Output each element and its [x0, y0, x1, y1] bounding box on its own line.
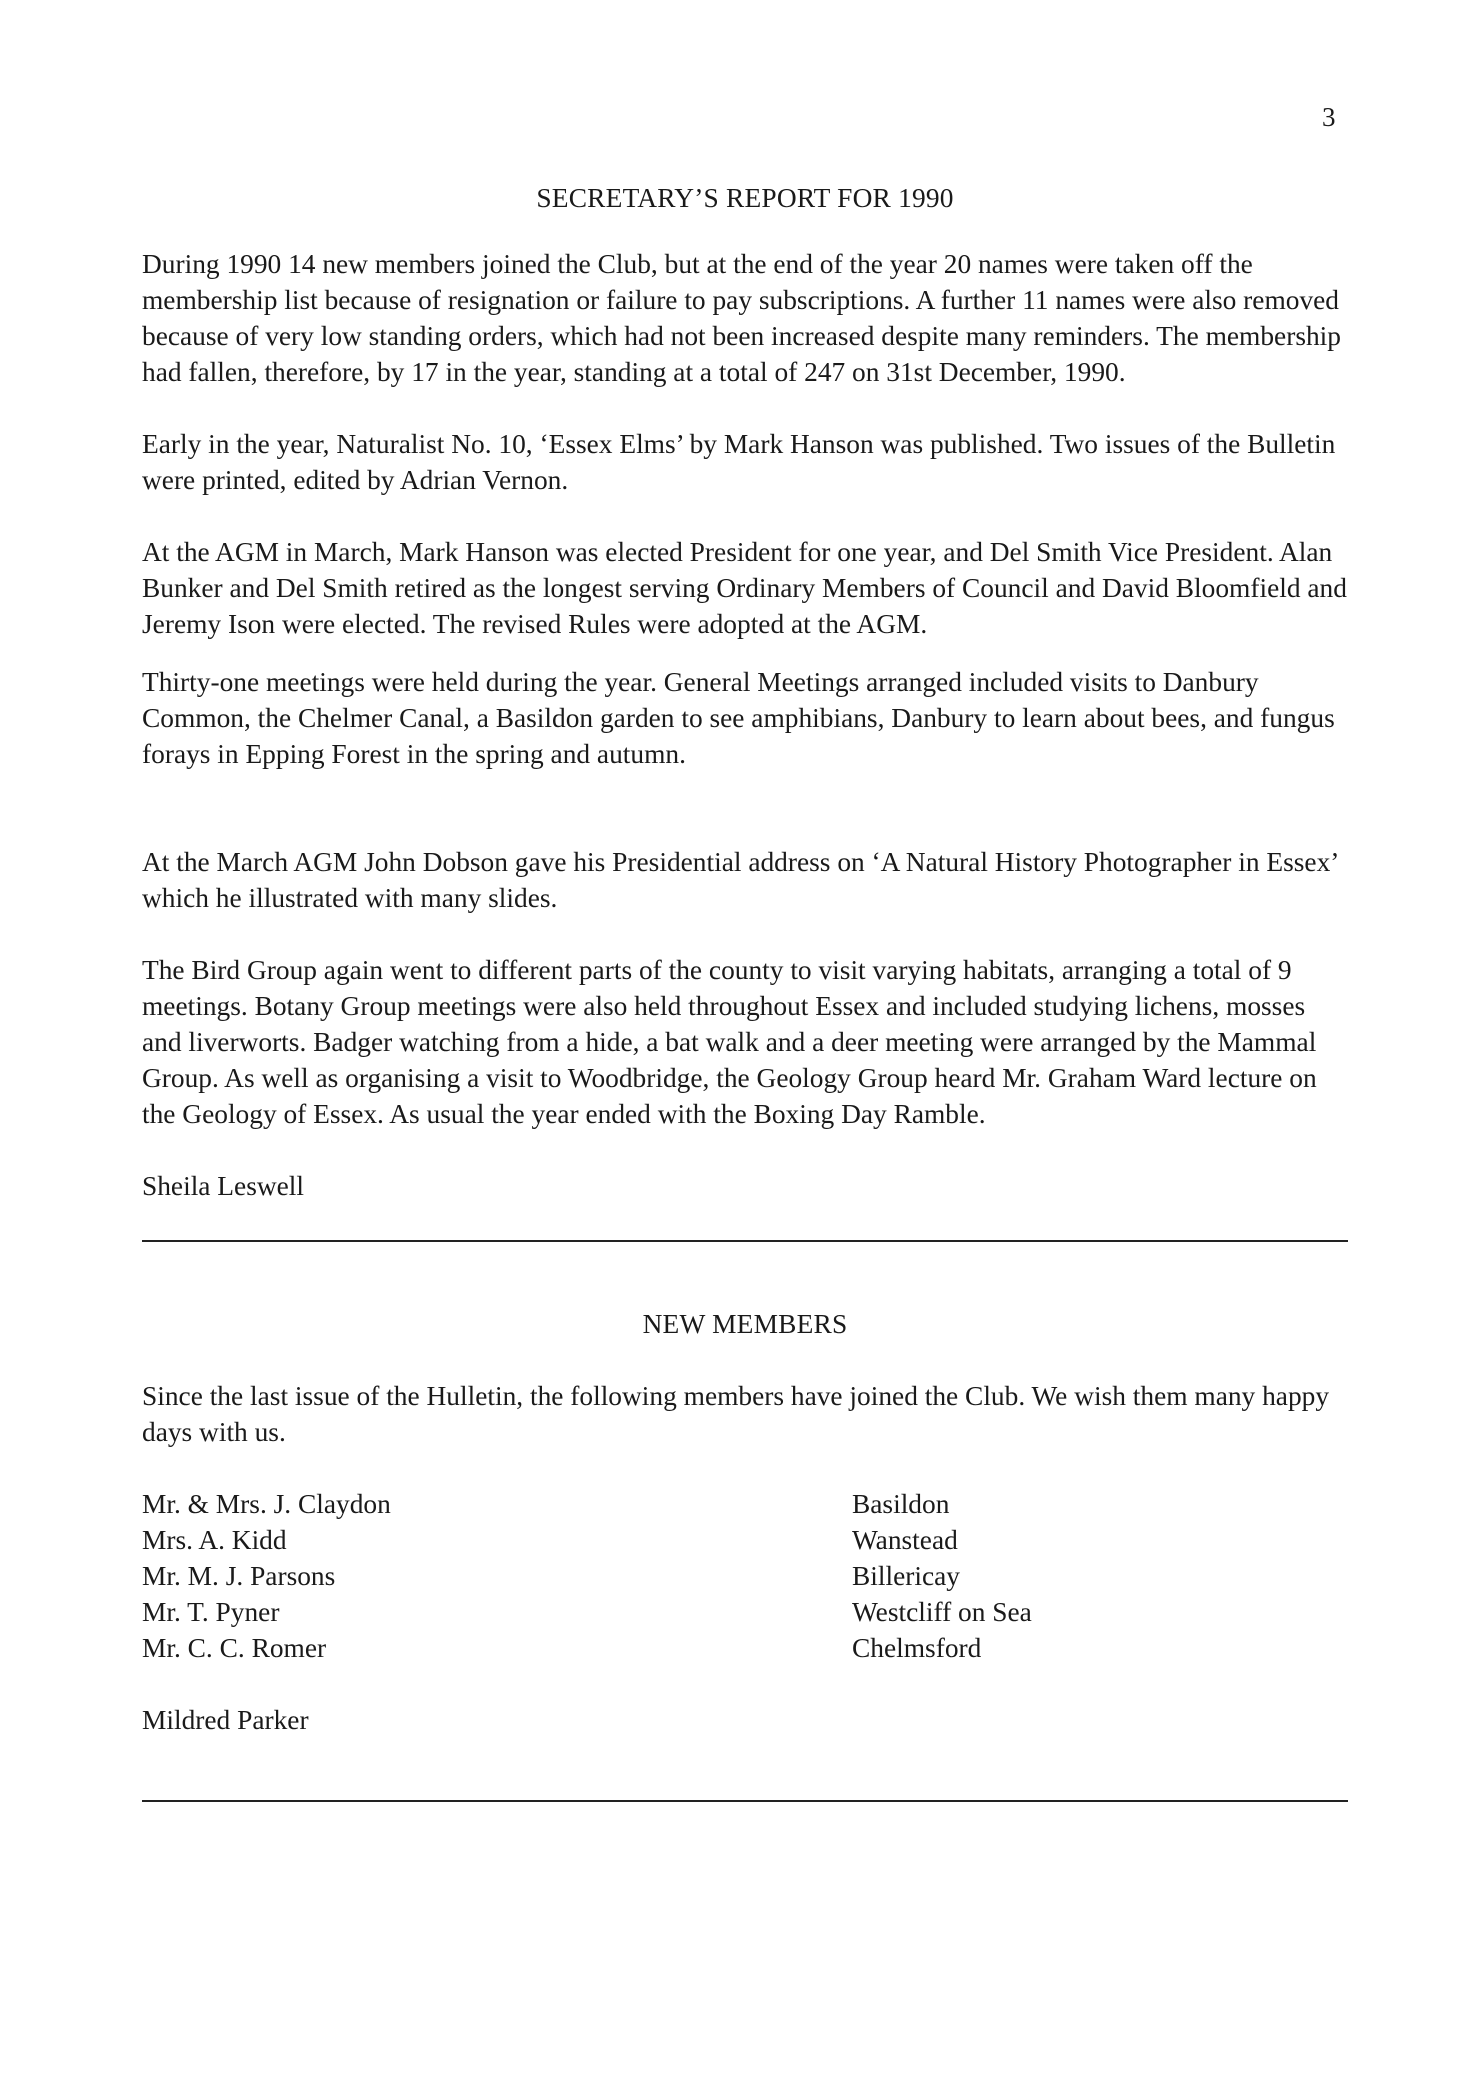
report-paragraph-presidential-address: At the March AGM John Dobson gave his Presidential address on ‘A Natural History Photographer in Essex’ which he illustrated with many slides. — [142, 847, 1338, 913]
new-members-intro: Since the last issue of the Hulletin, the following members have joined the Club. We wish them many happy days with us. — [142, 1381, 1330, 1447]
new-members-section — [142, 1306, 1348, 1738]
report-paragraph-membership: During 1990 14 new members joined the Club, but at the end of the year 20 names were taken off the membership list because of resignation or failure to pay subscriptions. A further 11 names were also removed because of very low standing orders, which had not been increased despite many reminders. The membership had fallen, therefore, by 17 in the year, standing at a total of 247 on 31st December, 1990. — [142, 249, 1341, 387]
member-name: Mr. M. J. Parsons — [142, 1561, 336, 1591]
secretary-report-title: SECRETARY’S REPORT FOR 1990 — [536, 183, 954, 213]
member-town: Westcliff on Sea — [852, 1597, 1032, 1627]
member-name: Mrs. A. Kidd — [142, 1525, 287, 1555]
report-paragraph-agm-elections: At the AGM in March, Mark Hanson was elected President for one year, and Del Smith Vice President. Alan Bunker and Del Smith retired as the longest serving Ordinary Members of Council and David Bloomfield and Jeremy Ison were elected. The revised Rules were adopted at the AGM. — [142, 537, 1347, 639]
new-members-title: NEW MEMBERS — [642, 1309, 848, 1339]
page-number: 3 — [1322, 102, 1336, 132]
section-divider-1 — [142, 1240, 1348, 1242]
member-town: Basildon — [852, 1489, 950, 1519]
member-town: Billericay — [852, 1561, 960, 1591]
section-divider-2 — [142, 1800, 1348, 1802]
report-paragraph-publications: Early in the year, Naturalist No. 10, ‘Essex Elms’ by Mark Hanson was published. Two issues of the Bulletin were printed, edited by Adrian Vernon. — [142, 429, 1336, 495]
new-members-signature: Mildred Parker — [142, 1705, 309, 1735]
member-name: Mr. & Mrs. J. Claydon — [142, 1489, 391, 1519]
page-content — [142, 180, 1348, 1802]
member-town: Chelmsford — [852, 1633, 982, 1663]
secretary-report-section — [142, 180, 1348, 1204]
report-paragraph-groups: The Bird Group again went to different parts of the county to visit varying habitats, arranging a total of 9 meetings. Botany Group meetings were also held throughout Essex and included studying lichens, mosses and liverworts. Badger watching from a hide, a bat walk and a deer meeting were arranged by the Mammal Group. As well as organising a visit to Woodbridge, the Geology Group heard Mr. Graham Ward lecture on the Geology of Essex. As usual the year ended with the Boxing Day Ramble. — [142, 955, 1317, 1129]
member-name: Mr. C. C. Romer — [142, 1633, 327, 1663]
report-paragraph-meetings: Thirty-one meetings were held during the year. General Meetings arranged included visits to Danbury Common, the Chelmer Canal, a Basildon garden to see amphibians, Danbury to learn about bees, and fungus forays in Epping Forest in the spring and autumn. — [142, 667, 1335, 769]
report-signature: Sheila Leswell — [142, 1171, 305, 1201]
member-name: Mr. T. Pyner — [142, 1597, 280, 1627]
member-town: Wanstead — [852, 1525, 958, 1555]
members-list — [142, 1486, 1348, 1666]
